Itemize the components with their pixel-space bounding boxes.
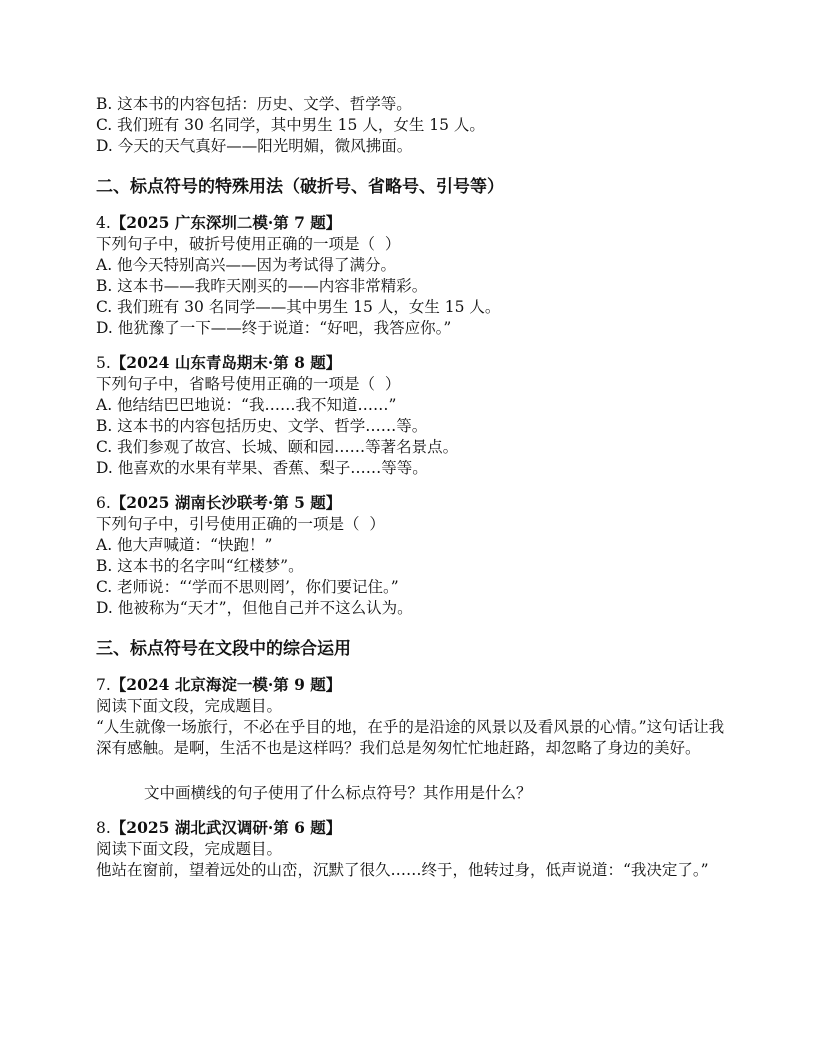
option-c: C. 我们参观了故宫、长城、颐和园……等著名景点。: [96, 438, 459, 456]
option-c: C. 我们班有 30 名同学，其中男生 15 人，女生 15 人。: [96, 116, 485, 134]
option-d: D. 今天的天气真好——阳光明媚，微风拂面。: [96, 137, 413, 155]
question-6: [96, 492, 732, 619]
option-b: B. 这本书的名字叫“红楼梦”。: [96, 557, 304, 575]
option-a: A. 他今天特别高兴——因为考试得了满分。: [96, 256, 397, 274]
option-a: A. 他结结巴巴地说：“我……我不知道……”: [96, 396, 397, 414]
option-a: A. 他大声喊道：“快跑！”: [96, 536, 273, 554]
section-heading-3: 三、标点符号在文段中的综合运用: [96, 639, 351, 659]
option-d: D. 他犹豫了一下——终于说道：“好吧，我答应你。”: [96, 319, 452, 337]
question-stem: 下列句子中，破折号使用正确的一项是（ ）: [96, 235, 401, 253]
question-header: [96, 492, 732, 514]
question-7: [96, 674, 732, 804]
section-heading-2: 二、标点符号的特殊用法（破折号、省略号、引号等）: [96, 177, 504, 197]
question-number: 7.: [96, 676, 111, 694]
question-source: 【2024 山东青岛期末·第 8 题】: [110, 353, 342, 372]
question-number: 8.: [96, 819, 111, 837]
option-c: C. 我们班有 30 名同学——其中男生 15 人，女生 15 人。: [96, 298, 501, 316]
question-prompt: 文中画横线的句子使用了什么标点符号？其作用是什么？: [144, 784, 532, 802]
option-c: C. 老师说：“‘学而不思则罔’，你们要记住。”: [96, 578, 399, 596]
question-passage: “人生就像一场旅行，不必在乎目的地，在乎的是沿途的风景以及看风景的心情。”这句话让我深有感触。是啊，生活不也是这样吗？我们总是匆匆忙忙地赶路，却忽略了身边的美好。: [96, 718, 725, 757]
question-source: 【2024 北京海淀一模·第 9 题】: [110, 675, 342, 694]
question-header: [96, 352, 732, 374]
question-8: [96, 817, 732, 881]
question-stem: 下列句子中，省略号使用正确的一项是（ ）: [96, 375, 401, 393]
question-source: 【2025 湖南长沙联考·第 5 题】: [110, 493, 342, 512]
question-stem: 下列句子中，引号使用正确的一项是（ ）: [96, 515, 385, 533]
question-header: [96, 212, 732, 234]
question-number: 5.: [96, 354, 111, 372]
question-5: [96, 352, 732, 479]
question-source: 【2025 广东深圳二模·第 7 题】: [110, 213, 342, 232]
question-intro: 阅读下面文段，完成题目。: [96, 840, 283, 858]
option-b: B. 这本书的内容包括：历史、文学、哲学等。: [96, 95, 412, 113]
option-d: D. 他被称为“天才”，但他自己并不这么认为。: [96, 599, 413, 617]
question-header: [96, 817, 732, 839]
question-header: [96, 674, 732, 696]
document-page: [96, 94, 732, 881]
option-b: B. 这本书——我昨天刚买的——内容非常精彩。: [96, 277, 428, 295]
question-4: [96, 212, 732, 339]
question-source: 【2025 湖北武汉调研·第 6 题】: [110, 818, 342, 837]
top-options: [96, 94, 732, 157]
question-number: 4.: [96, 214, 111, 232]
question-passage: 他站在窗前，望着远处的山峦，沉默了很久……终于，他转过身，低声说道：“我决定了。”: [96, 861, 709, 879]
question-number: 6.: [96, 494, 111, 512]
question-intro: 阅读下面文段，完成题目。: [96, 697, 283, 715]
option-b: B. 这本书的内容包括历史、文学、哲学……等。: [96, 417, 428, 435]
option-d: D. 他喜欢的水果有苹果、香蕉、梨子……等等。: [96, 459, 428, 477]
